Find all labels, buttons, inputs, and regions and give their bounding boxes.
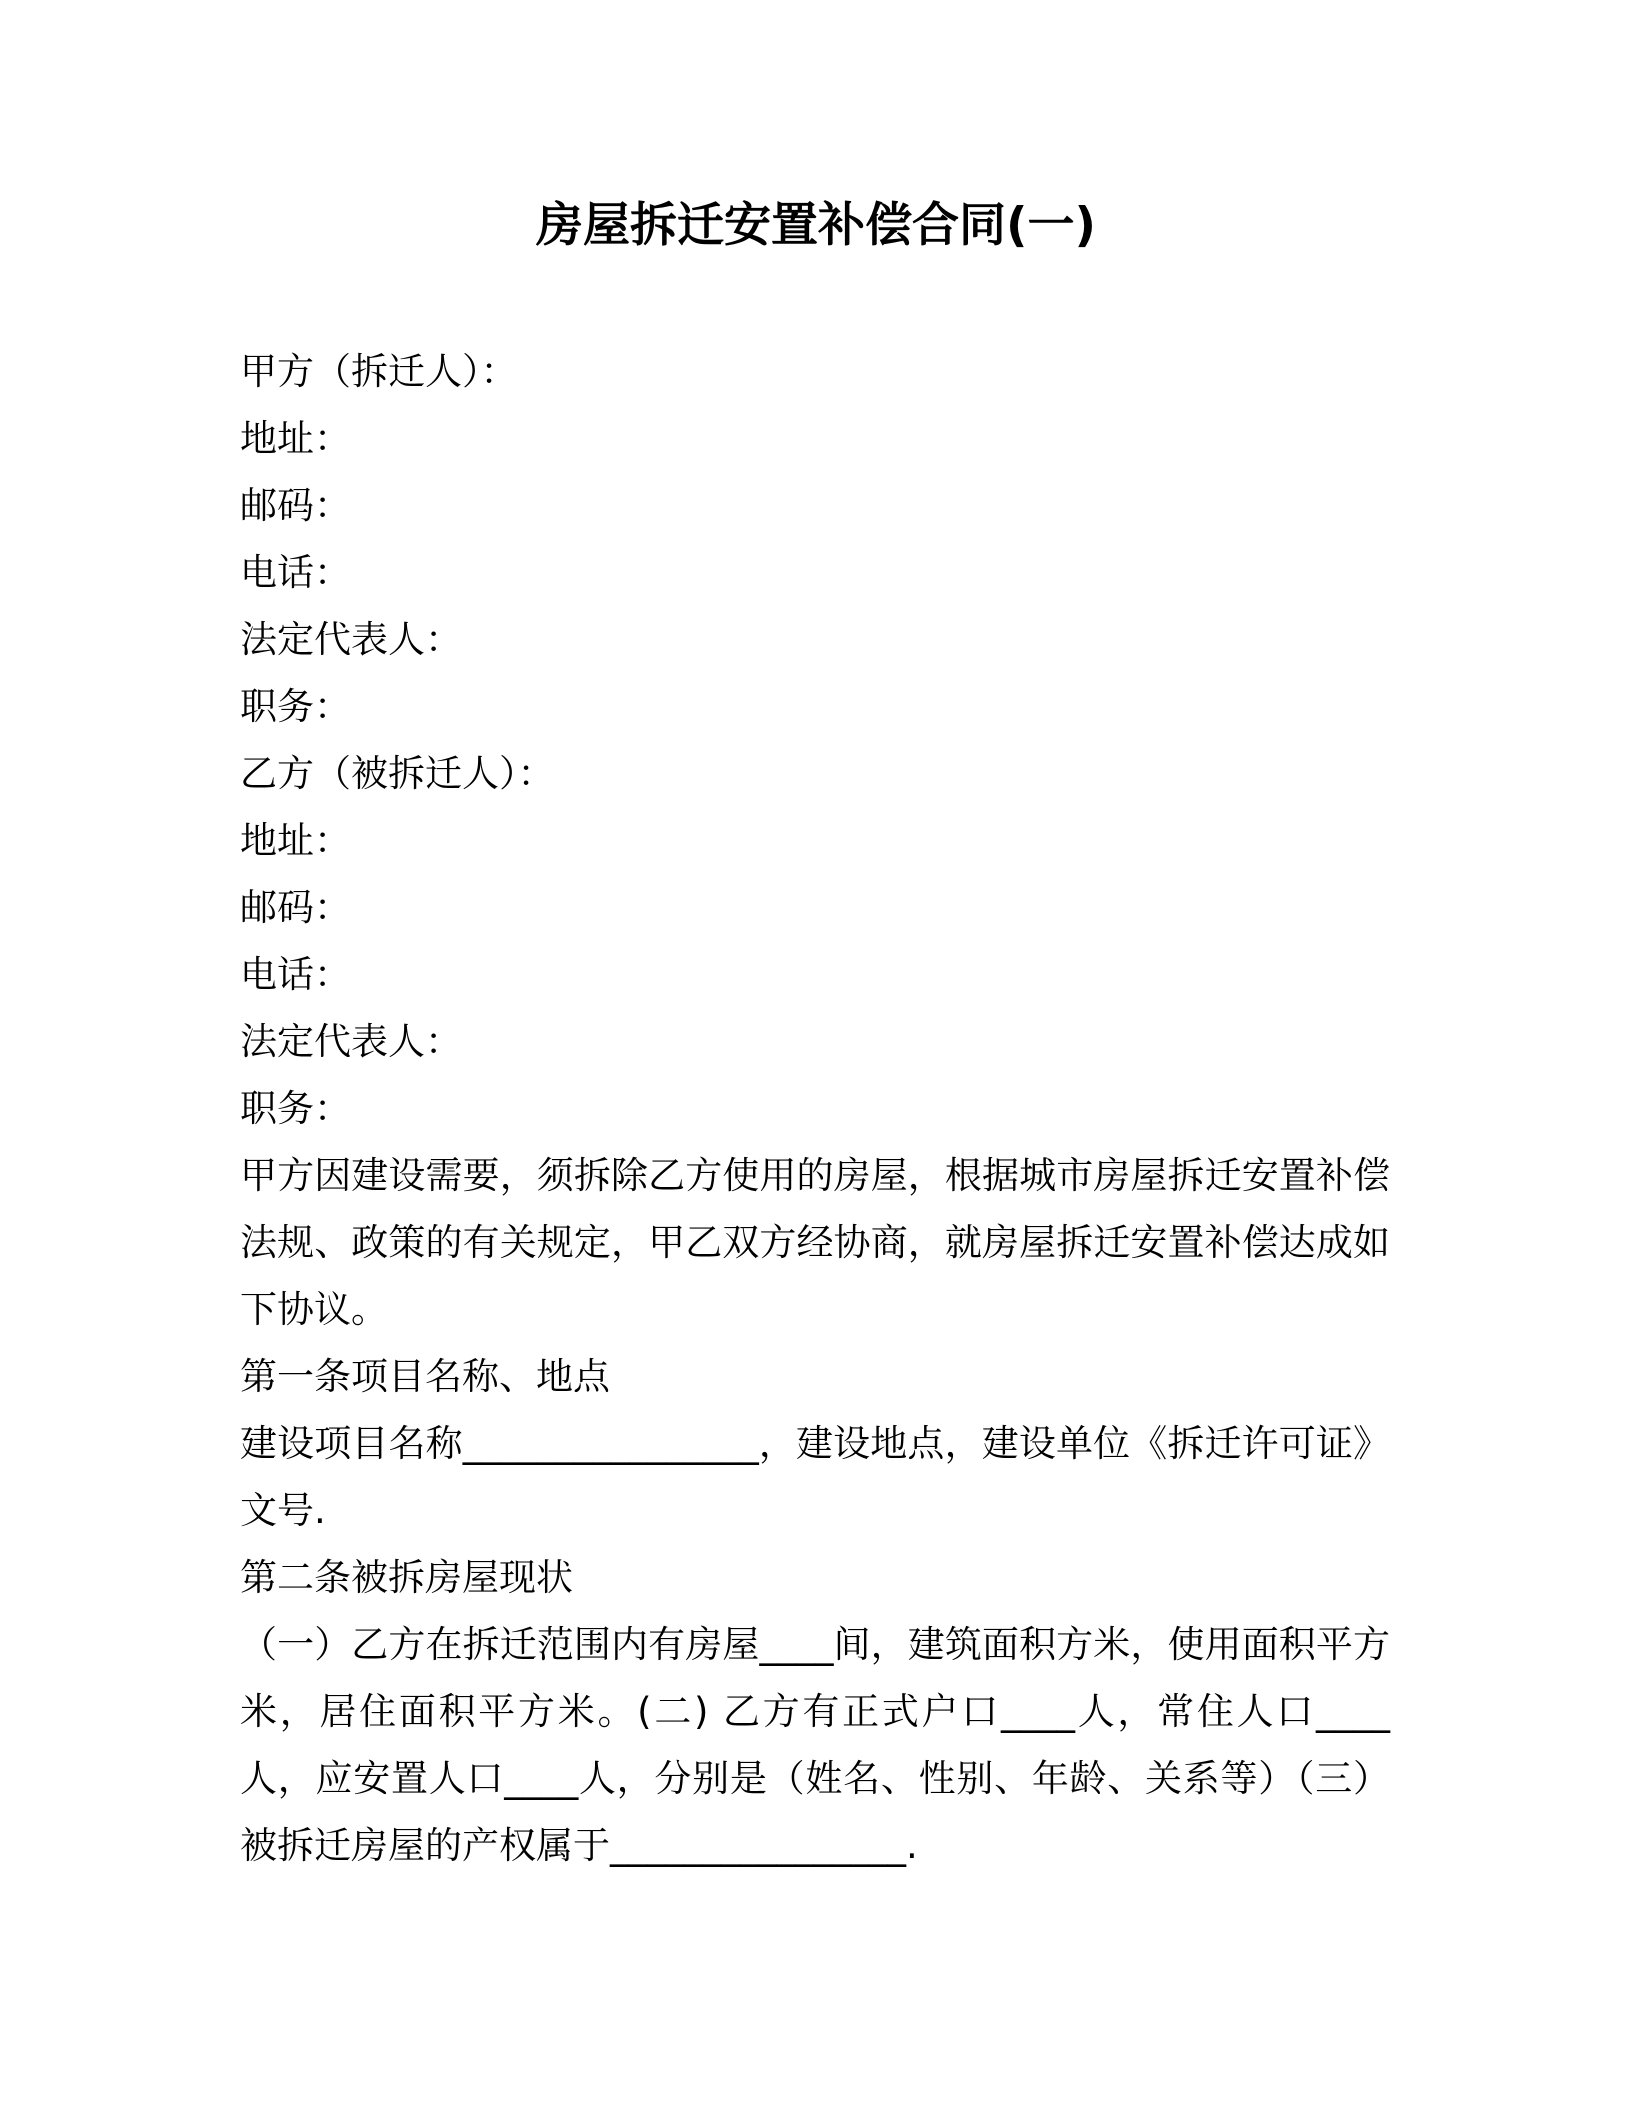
article2-text: （一）乙方在拆迁范围内有房屋____间，建筑面积方米，使用面积平方米，居住面积平方米。(二) 乙方有正式户口____人，常住人口____人，应安置人口____人，分别是（姓名、性别、年龄、关系等）（三）被拆迁房屋的产权属于________________. [240, 1623, 1390, 1867]
party-b-postcode: 邮码： [240, 886, 351, 929]
party-a-legal-rep: 法定代表人： [240, 618, 462, 661]
preamble-paragraph: 甲方因建设需要，须拆除乙方使用的房屋，根据城市房屋拆迁安置补偿法规、政策的有关规定，甲乙双方经协商，就房屋拆迁安置补偿达成如下协议。 [240, 1154, 1390, 1331]
party-b-address: 地址： [240, 819, 351, 862]
article1-text: 建设项目名称________________，建设地点，建设单位《拆迁许可证》文号. [240, 1422, 1390, 1532]
party-b-heading: 乙方（被拆迁人）： [240, 752, 555, 795]
party-b-legal-rep: 法定代表人： [240, 1020, 462, 1063]
party-a-address: 地址： [240, 417, 351, 460]
document-title: 房屋拆迁安置补偿合同(一) [536, 198, 1096, 253]
party-a-heading: 甲方（拆迁人）： [240, 350, 518, 393]
article2-heading: 第二条被拆房屋现状 [240, 1556, 573, 1599]
party-b-phone: 电话： [240, 953, 351, 996]
article1-heading: 第一条项目名称、地点 [240, 1355, 610, 1398]
party-a-position: 职务： [240, 685, 351, 728]
party-b-position: 职务： [240, 1087, 351, 1130]
party-a-phone: 电话： [240, 551, 351, 594]
party-a-postcode: 邮码： [240, 484, 351, 527]
document-body [240, 338, 1390, 1879]
